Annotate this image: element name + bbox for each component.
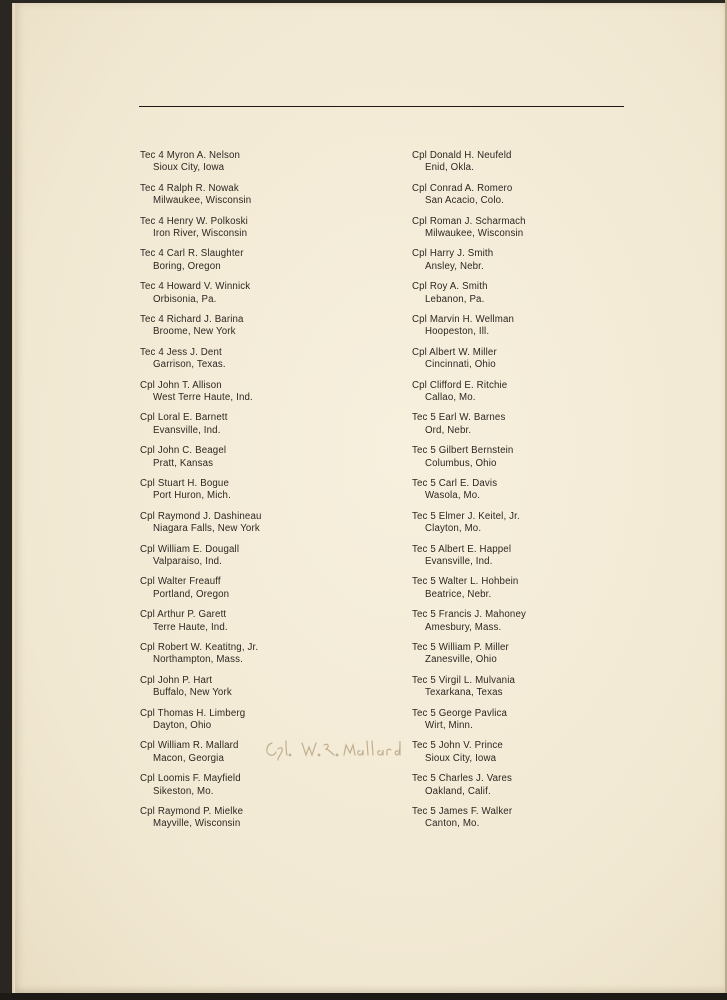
roster-entry: [412, 380, 526, 413]
roster-entry: [140, 675, 262, 708]
roster-entry: [412, 216, 526, 249]
document-page: [12, 3, 725, 993]
hometown: Iron River, Wisconsin: [153, 228, 248, 239]
hometown: Portland, Oregon: [153, 588, 230, 600]
soldier-name: Tec 5 Carl E. Davis: [412, 477, 498, 489]
soldier-name: Cpl Conrad A. Romero: [412, 182, 513, 194]
roster-entry: [412, 773, 526, 806]
roster-column-left: [140, 150, 262, 839]
roster-entry: [412, 544, 526, 577]
roster-entry: [412, 609, 526, 642]
soldier-name: Tec 5 Virgil L. Mulvania: [412, 674, 516, 686]
roster-entry: [412, 183, 526, 216]
hometown: Ansley, Nebr.: [425, 260, 484, 272]
soldier-name: Cpl Clifford E. Ritchie: [412, 379, 508, 391]
soldier-name: Cpl Albert W. Miller: [412, 346, 497, 358]
roster-entry: [140, 478, 262, 511]
roster-entry: [140, 281, 262, 314]
roster-entry: [140, 609, 262, 642]
hometown: Dayton, Ohio: [153, 719, 212, 731]
soldier-name: Cpl John T. Allison: [140, 379, 222, 391]
hometown: Terre Haute, Ind.: [153, 621, 228, 633]
soldier-name: Cpl John P. Hart: [140, 674, 213, 686]
hometown: Garrison, Texas.: [153, 359, 226, 371]
hometown: Lebanon, Pa.: [425, 293, 485, 305]
roster-entry: [140, 183, 262, 216]
hometown: Hoopeston, Ill.: [425, 326, 490, 338]
soldier-name: Tec 5 George Pavlica: [412, 707, 508, 719]
hometown: Mayville, Wisconsin: [153, 818, 241, 830]
soldier-name: Cpl Marvin H. Wellman: [412, 313, 515, 325]
soldier-name: Cpl Raymond J. Dashineau: [140, 510, 262, 522]
soldier-name: Tec 4 Henry W. Polkoski: [140, 215, 248, 227]
soldier-name: Cpl Loral E. Barnett: [140, 412, 228, 424]
hometown: Evansville, Ind.: [425, 555, 493, 567]
soldier-name: Tec 5 Gilbert Bernstein: [412, 445, 514, 457]
roster-entry: [140, 150, 262, 183]
soldier-name: Tec 4 Ralph R. Nowak: [140, 182, 239, 194]
hometown: Sioux City, Iowa: [425, 752, 497, 764]
soldier-name: Tec 4 Howard V. Winnick: [140, 281, 251, 293]
soldier-name: Cpl Stuart H. Bogue: [140, 477, 230, 489]
roster-entry: [412, 248, 526, 281]
hometown: Texarkana, Texas: [425, 687, 503, 699]
soldier-name: Tec 5 Elmer J. Keitel, Jr.: [412, 510, 520, 522]
soldier-name: Tec 5 Albert E. Happel: [412, 543, 512, 555]
hometown: Canton, Mo.: [425, 818, 480, 830]
roster-entry: [412, 576, 526, 609]
roster-entry: [140, 216, 262, 249]
hometown: Milwaukee, Wisconsin: [153, 195, 252, 207]
soldier-name: Cpl Donald H. Neufeld: [412, 150, 512, 161]
hometown: Valparaiso, Ind.: [153, 555, 222, 567]
roster-entry: [140, 708, 262, 741]
hometown: Macon, Georgia: [153, 752, 225, 764]
soldier-name: Cpl Walter Freauff: [140, 576, 221, 588]
hometown: Northampton, Mass.: [153, 654, 243, 666]
soldier-name: Cpl William E. Dougall: [140, 543, 240, 555]
hometown: Oakland, Calif.: [425, 785, 491, 797]
roster-entry: [140, 544, 262, 577]
roster-entry: [412, 347, 526, 380]
soldier-name: Tec 5 Francis J. Mahoney: [412, 609, 526, 621]
soldier-name: Tec 5 James F. Walker: [412, 805, 513, 817]
roster-entry: [412, 412, 526, 445]
roster-entry: [412, 150, 526, 183]
hometown: Zanesville, Ohio: [425, 654, 497, 666]
hometown: Broome, New York: [153, 326, 236, 338]
roster-entry: [412, 740, 526, 773]
roster-entry: [140, 511, 262, 544]
hometown: Orbisonia, Pa.: [153, 293, 217, 305]
hometown: Beatrice, Nebr.: [425, 588, 492, 600]
soldier-name: Cpl Roman J. Scharmach: [412, 215, 526, 227]
soldier-name: Cpl Loomis F. Mayfield: [140, 773, 241, 785]
roster-entry: [140, 412, 262, 445]
soldier-name: Cpl John C. Beagel: [140, 445, 227, 457]
roster-entry: [412, 708, 526, 741]
hometown: Clayton, Mo.: [425, 523, 482, 535]
soldier-name: Tec 5 Walter L. Hohbein: [412, 576, 519, 588]
roster-entry: [412, 314, 526, 347]
roster-entry: [412, 675, 526, 708]
soldier-name: Cpl Thomas H. Limberg: [140, 707, 246, 719]
roster-entry: [140, 347, 262, 380]
soldier-name: Cpl Roy A. Smith: [412, 281, 488, 293]
hometown: Cincinnati, Ohio: [425, 359, 496, 371]
page-binding-fold: [12, 3, 15, 993]
soldier-name: Cpl Arthur P. Garett: [140, 609, 227, 621]
roster-entry: [140, 806, 262, 839]
roster-entry: [140, 445, 262, 478]
header-rule: [139, 106, 624, 107]
roster-entry: [140, 380, 262, 413]
soldier-name: Tec 5 John V. Prince: [412, 740, 503, 752]
hometown: Columbus, Ohio: [425, 457, 497, 469]
roster-entry: [412, 642, 526, 675]
hometown: Amesbury, Mass.: [425, 621, 502, 633]
roster-entry: [412, 806, 526, 839]
soldier-name: Cpl Robert W. Keatitng, Jr.: [140, 641, 259, 653]
soldier-name: Tec 4 Myron A. Nelson: [140, 150, 241, 161]
hometown: Wasola, Mo.: [425, 490, 481, 502]
roster-entry: [412, 445, 526, 478]
roster-column-right: [412, 150, 526, 839]
hometown: Niagara Falls, New York: [153, 523, 260, 535]
hometown: San Acacio, Colo.: [425, 195, 505, 207]
hometown: Pratt, Kansas: [153, 457, 214, 469]
scan-bottom-edge: [0, 993, 727, 1000]
soldier-name: Tec 5 William P. Miller: [412, 641, 509, 653]
hometown: Wirt, Minn.: [425, 719, 473, 731]
soldier-name: Cpl Raymond P. Mielke: [140, 805, 244, 817]
hometown: Evansville, Ind.: [153, 424, 221, 436]
hometown: Buffalo, New York: [153, 687, 232, 699]
handwritten-signature: [262, 737, 407, 761]
hometown: Enid, Okla.: [425, 162, 475, 174]
hometown: Sikeston, Mo.: [153, 785, 214, 797]
hometown: Milwaukee, Wisconsin: [425, 228, 524, 239]
hometown: West Terre Haute, Ind.: [153, 391, 253, 403]
soldier-name: Tec 4 Richard J. Barina: [140, 313, 244, 325]
soldier-name: Tec 5 Earl W. Barnes: [412, 412, 506, 424]
roster-entry: [412, 478, 526, 511]
hometown: Port Huron, Mich.: [153, 490, 231, 502]
roster-entry: [140, 740, 262, 773]
roster-entry: [140, 642, 262, 675]
roster-entry: [412, 511, 526, 544]
hometown: Boring, Oregon: [153, 260, 221, 272]
roster-entry: [140, 773, 262, 806]
roster-entry: [140, 248, 262, 281]
roster-entry: [140, 314, 262, 347]
hometown: Sioux City, Iowa: [153, 162, 225, 174]
soldier-name: Tec 5 Charles J. Vares: [412, 773, 513, 785]
soldier-name: Tec 4 Jess J. Dent: [140, 346, 222, 358]
hometown: Callao, Mo.: [425, 391, 476, 403]
soldier-name: Cpl Harry J. Smith: [412, 248, 494, 260]
soldier-name: Tec 4 Carl R. Slaughter: [140, 248, 244, 260]
roster-entry: [140, 576, 262, 609]
roster-entry: [412, 281, 526, 314]
soldier-name: Cpl William R. Mallard: [140, 740, 239, 752]
hometown: Ord, Nebr.: [425, 424, 472, 436]
